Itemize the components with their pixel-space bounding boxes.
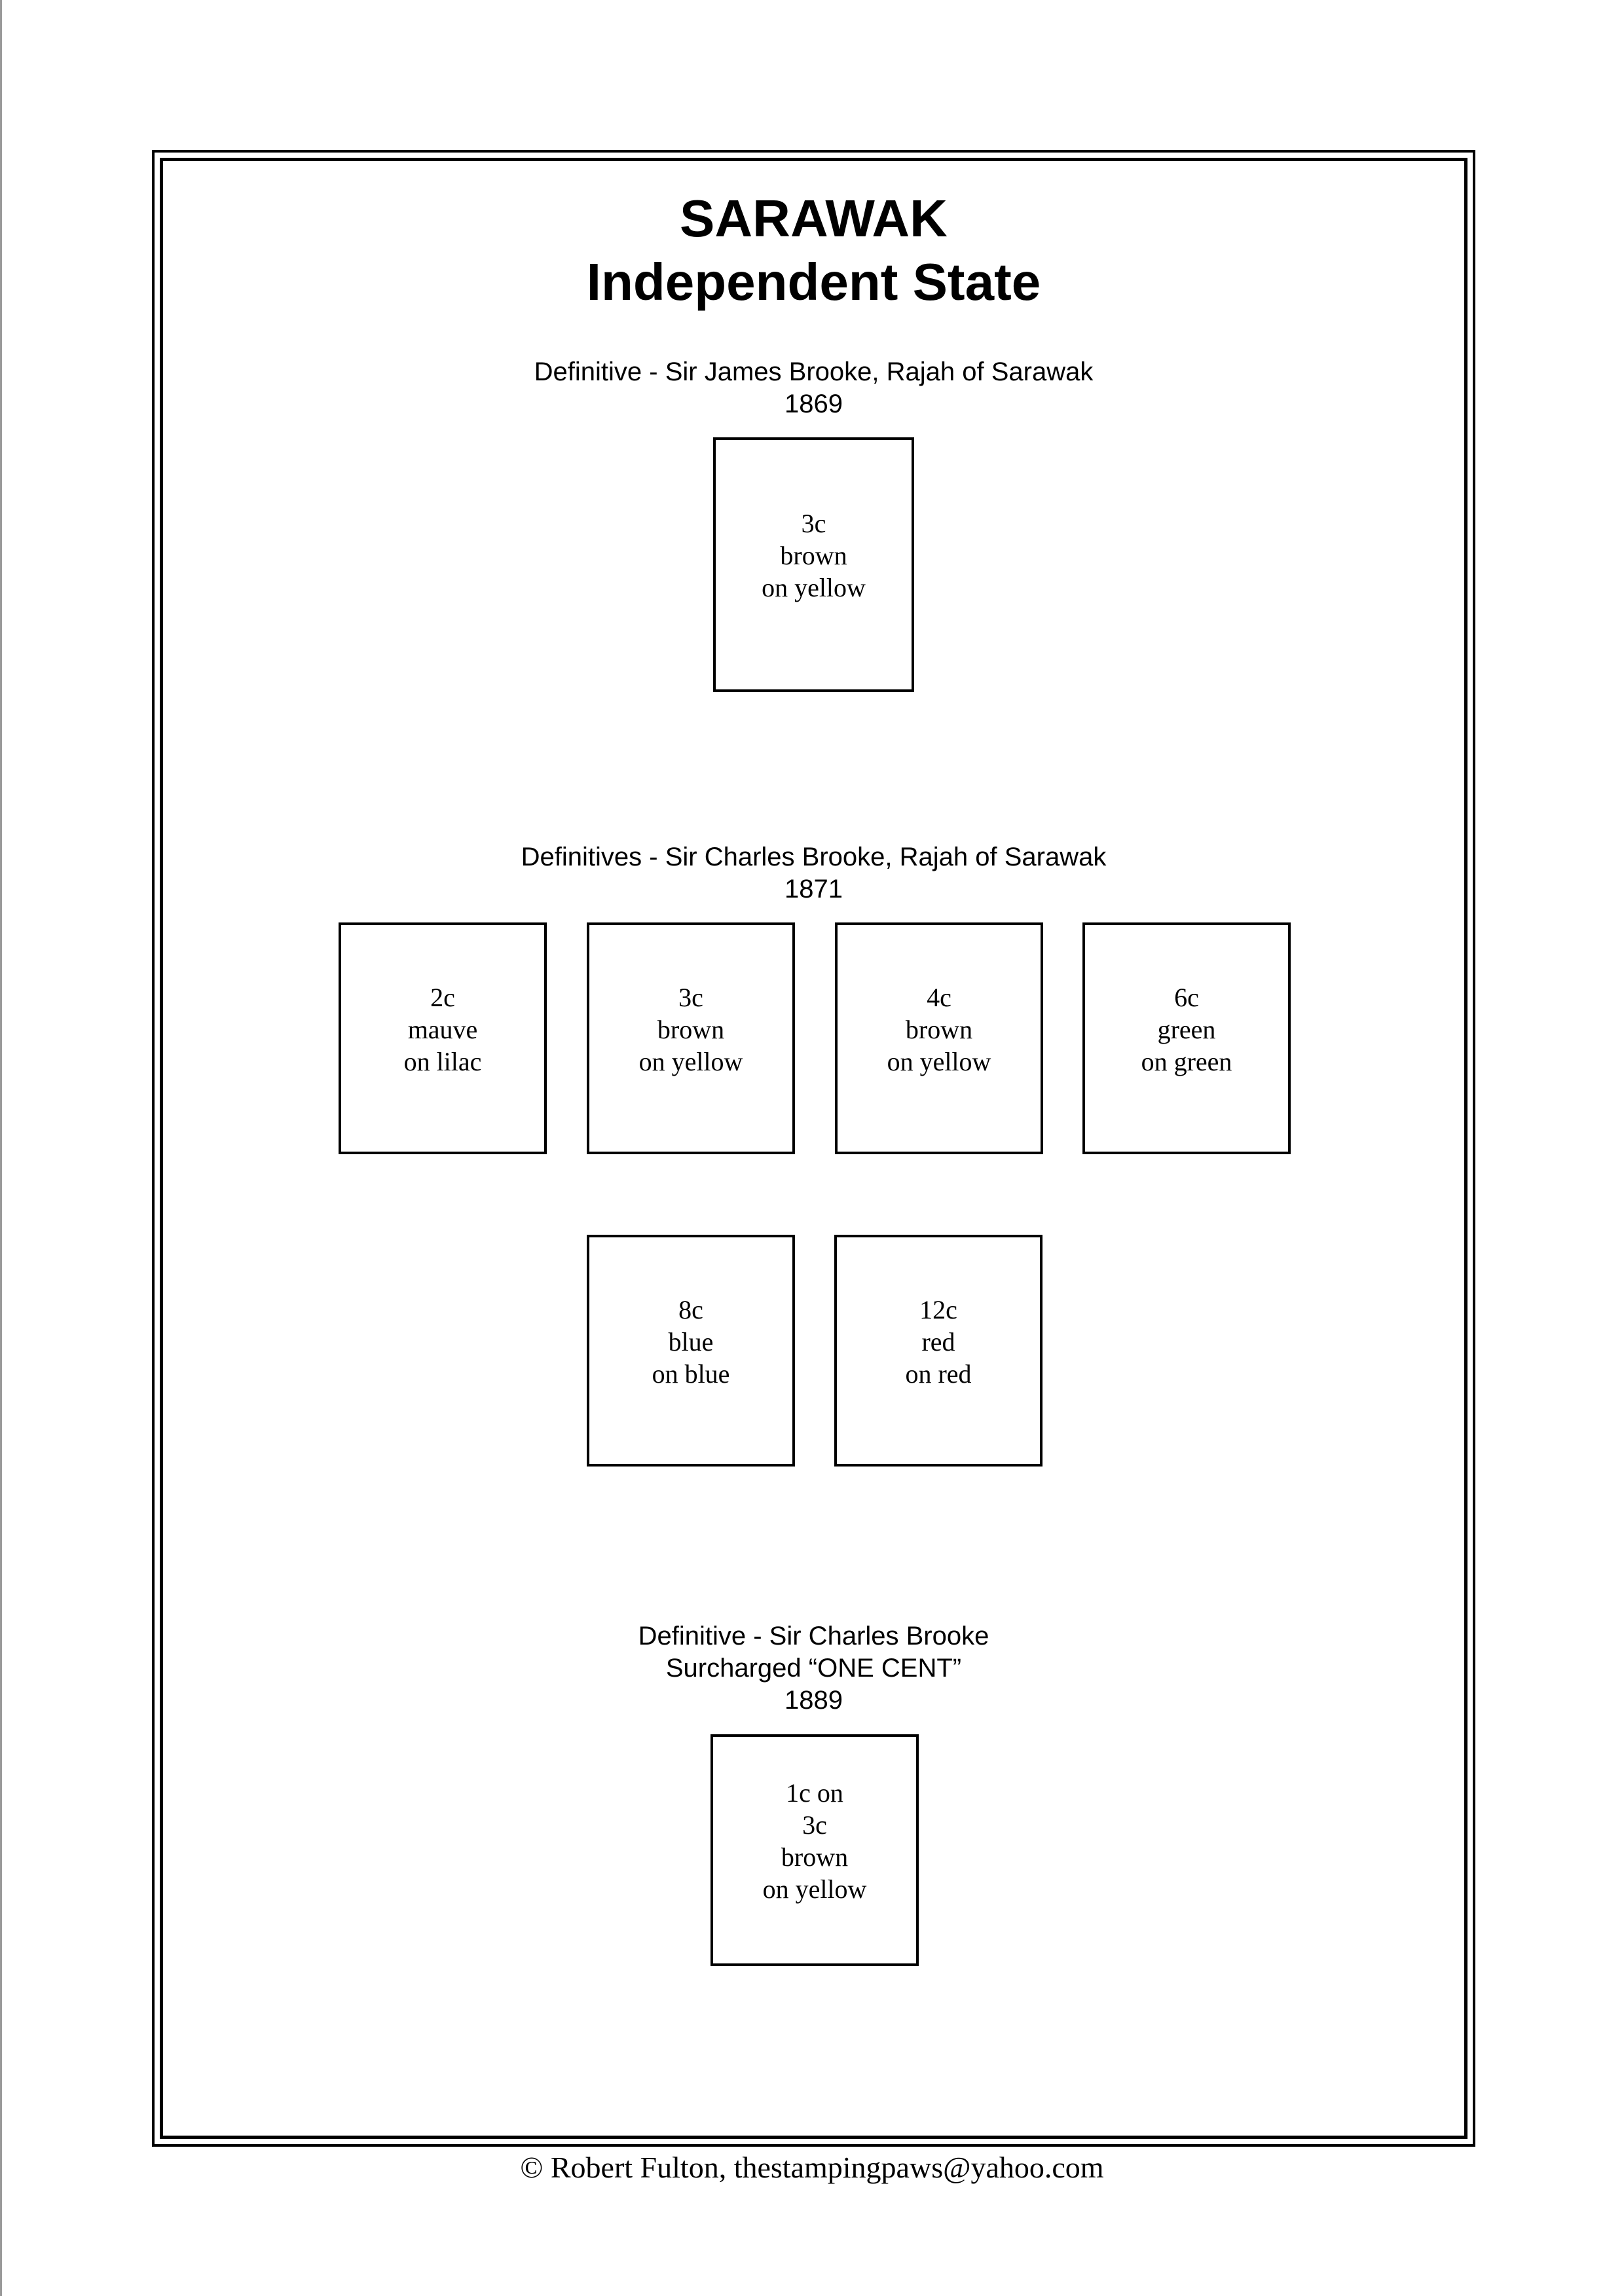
stamp-space bbox=[834, 1235, 1043, 1467]
stamp-color: mauve bbox=[407, 1014, 478, 1044]
stamp-color: blue bbox=[668, 1326, 714, 1357]
section-caption-line: Surcharged “ONE CENT” bbox=[665, 1654, 962, 1683]
section-caption-year: 1869 bbox=[784, 390, 843, 418]
stamp-color: red bbox=[921, 1326, 955, 1357]
stamp-space bbox=[710, 1734, 919, 1966]
section-caption-line: Definitives - Sir Charles Brooke, Rajah of Sarawak bbox=[521, 843, 1107, 871]
stamp-color: brown bbox=[780, 541, 847, 570]
section-caption-1889 bbox=[160, 1620, 1467, 1717]
section-caption-year: 1889 bbox=[784, 1686, 843, 1715]
stamp-value: 1c on bbox=[786, 1778, 843, 1808]
stamp-space bbox=[587, 1235, 795, 1467]
stamp-space bbox=[835, 922, 1043, 1154]
stamp-value: 2c bbox=[430, 982, 455, 1012]
page-title: SARAWAK bbox=[680, 189, 948, 247]
stamp-value: 8c bbox=[678, 1294, 703, 1324]
stamp-value: 3c bbox=[678, 982, 703, 1012]
stamp-color: brown bbox=[657, 1014, 725, 1044]
stamp-paper: on green bbox=[1141, 1046, 1232, 1076]
stamp-paper: on yellow bbox=[762, 573, 866, 602]
stamp-space bbox=[339, 922, 547, 1154]
stamp-paper: on blue bbox=[652, 1358, 730, 1389]
page-edge-rule bbox=[0, 0, 2, 2296]
stamp-value: 6c bbox=[1174, 982, 1199, 1012]
stamp-value: 3c bbox=[801, 509, 826, 538]
section-caption-line: Definitive - Sir Charles Brooke bbox=[638, 1622, 989, 1650]
stamp-paper: on yellow bbox=[762, 1874, 867, 1904]
stamp-paper: on lilac bbox=[403, 1046, 482, 1076]
stamp-space bbox=[713, 437, 914, 692]
section-caption-year: 1871 bbox=[784, 875, 843, 903]
stamp-space bbox=[1082, 922, 1291, 1154]
stamp-space bbox=[587, 922, 795, 1154]
section-caption-1869 bbox=[160, 356, 1467, 420]
stamp-paper: on red bbox=[905, 1358, 972, 1389]
stamp-color: brown bbox=[905, 1014, 973, 1044]
copyright-footer: © Robert Fulton, thestampingpaws@yahoo.com bbox=[520, 2151, 1104, 2184]
stamp-paper: on yellow bbox=[887, 1046, 991, 1076]
stamp-color: brown bbox=[781, 1842, 849, 1872]
section-caption-1871 bbox=[160, 841, 1467, 905]
stamp-value: 3c bbox=[802, 1810, 827, 1840]
stamp-value: 12c bbox=[919, 1294, 957, 1324]
stamp-value: 4c bbox=[927, 982, 951, 1012]
stamp-color: green bbox=[1157, 1014, 1216, 1044]
stamp-paper: on yellow bbox=[638, 1046, 743, 1076]
page-subtitle: Independent State bbox=[586, 253, 1041, 311]
section-caption-line: Definitive - Sir James Brooke, Rajah of Sarawak bbox=[534, 357, 1094, 386]
